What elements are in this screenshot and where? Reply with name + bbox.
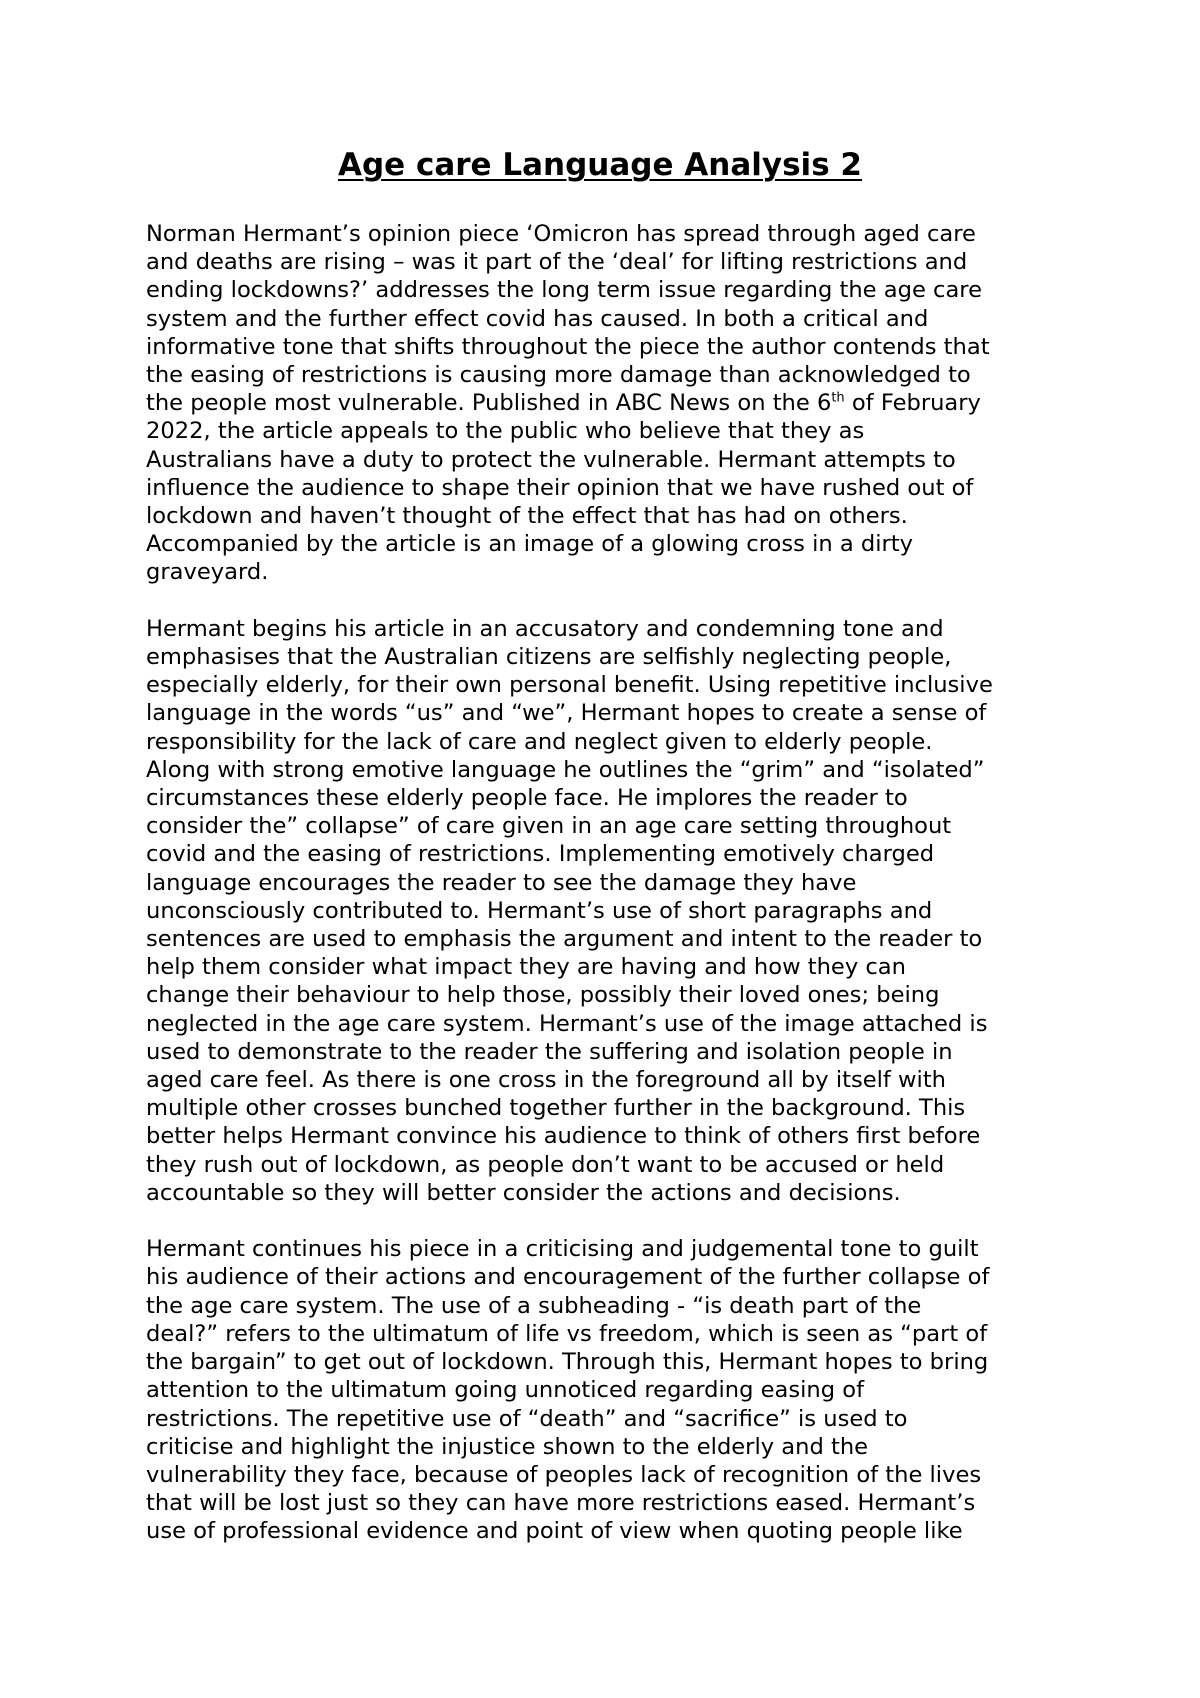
text-line: accountable so they will better consider the actions and decisions. <box>146 1179 901 1206</box>
text-line: his audience of their actions and encouragement of the further collapse of <box>146 1264 990 1291</box>
text-line: lockdown and haven’t thought of the effect that has had on others. <box>146 503 908 530</box>
text-line: informative tone that shifts throughout the piece the author contends that <box>146 333 990 360</box>
text-line: vulnerability they face, because of peoples lack of recognition of the lives <box>146 1461 982 1488</box>
text-line: language in the words “us” and “we”, Hermant hopes to create a sense of <box>146 700 987 727</box>
text-line: Along with strong emotive language he outlines the “grim” and “isolated” <box>146 756 985 783</box>
text-line: help them consider what impact they are having and how they can <box>146 954 906 981</box>
text-line: influence the audience to shape their opinion that we have rushed out of <box>146 474 974 501</box>
text-line: circumstances these elderly people face. He implores the reader to <box>146 785 908 812</box>
text-line: the bargain” to get out of lockdown. Through this, Hermant hopes to bring <box>146 1349 989 1376</box>
text-line: the easing of restrictions is causing more damage than acknowledged to <box>146 362 971 389</box>
text-line: Australians have a duty to protect the vulnerable. Hermant attempts to <box>146 446 956 473</box>
paragraph-3 <box>146 1235 1066 1545</box>
text-line: Hermant begins his article in an accusatory and condemning tone and <box>146 615 944 642</box>
text-line: 2022, the article appeals to the public who believe that they as <box>146 418 865 445</box>
text-line: system and the further effect covid has caused. In both a critical and <box>146 305 929 332</box>
text-line: Hermant continues his piece in a criticising and judgemental tone to guilt <box>146 1236 979 1263</box>
text-line <box>146 389 1066 417</box>
paragraph-2 <box>146 615 1066 1207</box>
text-line: graveyard. <box>146 559 269 586</box>
text-line: emphasises that the Australian citizens are selfishly neglecting people, <box>146 644 952 671</box>
text-line: that will be lost just so they can have more restrictions eased. Hermant’s <box>146 1490 976 1517</box>
text-line: criticise and highlight the injustice shown to the elderly and the <box>146 1433 869 1460</box>
text-line: Norman Hermant’s opinion piece ‘Omicron has spread through aged care <box>146 221 976 247</box>
text-line: better helps Hermant convince his audience to think of others first before <box>146 1123 981 1150</box>
document-body <box>146 220 1066 1574</box>
text-line: aged care feel. As there is one cross in the foreground all by itself with <box>146 1067 946 1094</box>
paragraph-1 <box>146 220 1066 587</box>
text-line: neglected in the age care system. Hermant’s use of the image attached is <box>146 1010 988 1037</box>
text-line: multiple other crosses bunched together further in the background. This <box>146 1095 966 1122</box>
text-line: ending lockdowns?’ addresses the long term issue regarding the age care <box>146 277 982 304</box>
text-line: responsibility for the lack of care and neglect given to elderly people. <box>146 728 933 755</box>
text-line: Accompanied by the article is an image of a glowing cross in a dirty <box>146 531 914 558</box>
text-line: deal?” refers to the ultimatum of life vs freedom, which is seen as “part of <box>146 1320 988 1347</box>
text-line: they rush out of lockdown, as people don’t want to be accused or held <box>146 1151 945 1178</box>
text-line: especially elderly, for their own personal benefit. Using repetitive inclusive <box>146 672 993 699</box>
text-line: sentences are used to emphasis the argument and intent to the reader to <box>146 926 983 953</box>
text-line: and deaths are rising – was it part of the ‘deal’ for lifting restrictions and <box>146 249 968 276</box>
text-line: change their behaviour to help those, possibly their loved ones; being <box>146 982 940 1009</box>
text-line: the age care system. The use of a subheading - “is death part of the <box>146 1292 922 1319</box>
text-line: used to demonstrate to the reader the suffering and isolation people in <box>146 1038 953 1065</box>
text-line: consider the” collapse” of care given in an age care setting throughout <box>146 813 952 840</box>
text-line: covid and the easing of restrictions. Implementing emotively charged <box>146 841 935 868</box>
text-line: unconsciously contributed to. Hermant’s use of short paragraphs and <box>146 897 933 924</box>
document-title: Age care Language Analysis 2 <box>337 147 863 183</box>
text-line: attention to the ultimatum going unnoticed regarding easing of <box>146 1377 865 1404</box>
ordinal-superscript: th <box>831 390 845 406</box>
text-segment: the people most vulnerable. Published in ABC News on the 6 <box>146 390 832 417</box>
text-line: restrictions. The repetitive use of “death” and “sacrifice” is used to <box>146 1405 908 1432</box>
text-line: use of professional evidence and point of view when quoting people like <box>146 1518 963 1545</box>
text-segment: of February <box>844 390 981 417</box>
text-line: language encourages the reader to see the damage they have <box>146 869 857 896</box>
